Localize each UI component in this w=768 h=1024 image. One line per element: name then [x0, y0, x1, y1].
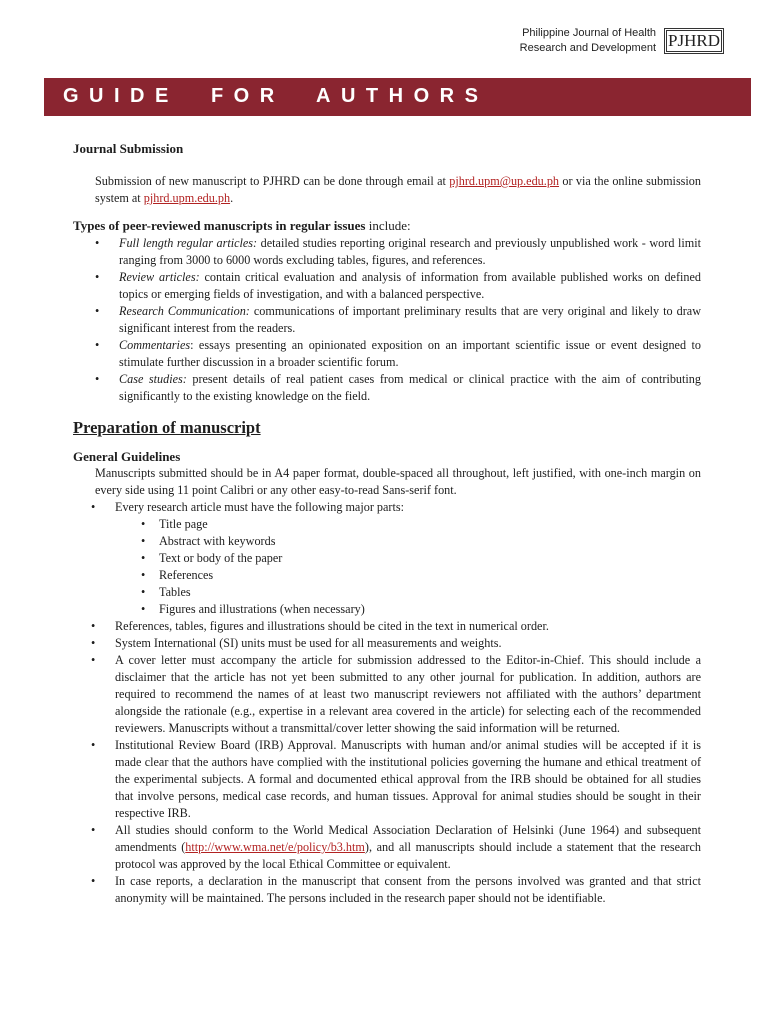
- type-term: Case studies:: [119, 372, 187, 386]
- type-desc: contain critical evaluation and analysis of information from available published works on defined topics or emerging fields of investigation, and with a balanced perspective.: [119, 270, 701, 301]
- list-item: [73, 371, 701, 405]
- page-header: [520, 26, 724, 56]
- type-desc: present details of real patient cases from medical or clinical practice with the aim of contributing significantly to the existing knowledge on the field.: [119, 372, 701, 403]
- type-desc: : essays presenting an opinionated exposition on an important scientific issue or event designed to stimulate further discussion in a broader scientific forum.: [119, 338, 701, 369]
- guidelines-list: [73, 499, 701, 907]
- title-banner: [44, 78, 751, 116]
- list-item: • References: [73, 567, 701, 584]
- parts-intro: Every research article must have the following major parts:: [115, 500, 405, 514]
- submission-text-2: or via the online submission system at: [95, 174, 701, 205]
- journal-logo-text: PJHRD: [666, 30, 722, 52]
- document-body: [73, 140, 701, 907]
- list-item: • Abstract with keywords: [73, 533, 701, 550]
- list-item: • Title page: [73, 516, 701, 533]
- helsinki-text-1: All studies should conform to the World Medical Association Declaration of Helsinki (June 1964) and subsequent amendments (: [115, 823, 701, 854]
- preparation-heading: Preparation of manuscript: [73, 418, 261, 437]
- list-item: [73, 303, 701, 337]
- general-intro: Manuscripts submitted should be in A4 paper format, double-spaced all throughout, left justified, with one-inch margin on every side using 11 point Calibri or any other easy-to-read Sans-serif font.: [95, 466, 701, 497]
- type-term: Review articles:: [119, 270, 200, 284]
- type-term: Research Communication:: [119, 304, 250, 318]
- list-item: • Text or body of the paper: [73, 550, 701, 567]
- type-term: Full length regular articles:: [119, 236, 258, 250]
- submission-text-3: .: [230, 191, 234, 205]
- parts-list: [73, 516, 701, 618]
- types-list: [73, 235, 701, 405]
- general-guidelines-heading: General Guidelines: [73, 449, 181, 464]
- type-desc: detailed studies reporting original research and previously unpublished work - word limit ranging from 3000 to 6000 words excluding tables, figures, and references.: [119, 236, 701, 267]
- types-heading-line: [73, 217, 701, 235]
- type-desc: communications of important preliminary results that are very original and likely to draw significant interest from the readers.: [119, 304, 701, 335]
- list-item: • A cover letter must accompany the article for submission addressed to the Editor-in-Chief. This should include a disclaimer that the article has not yet been submitted to any other journal for publication. In addition, authors are required to recommend the names of at least two manuscript reviewers not affiliated with the authors’ department alongside the rationale (e.g., expertise in a relevant area covered in the article) for selecting each of the recommended reviewers. Manuscripts without a transmittal/cover letter showing the said information will be returned.: [73, 652, 701, 737]
- journal-name-line1: Philippine Journal of Health: [522, 27, 656, 39]
- list-item: • Tables: [73, 584, 701, 601]
- submission-text-1: Submission of new manuscript to PJHRD can be done through email at: [95, 174, 450, 188]
- list-item: [73, 269, 701, 303]
- list-item: [73, 337, 701, 371]
- submission-email-link[interactable]: pjhrd.upm@up.edu.ph: [449, 174, 560, 188]
- types-heading: Types of peer-reviewed manuscripts in regular issues: [73, 218, 366, 233]
- list-item: • Figures and illustrations (when necessary): [73, 601, 701, 618]
- wma-link[interactable]: http://www.wma.net/e/policy/b3.htm: [185, 840, 365, 854]
- type-term: Commentaries: [119, 338, 191, 352]
- journal-logo: [664, 28, 724, 54]
- helsinki-text-2: ), and all manuscripts should include a statement that the research protocol was approved by the local Ethical Committee or equivalent.: [115, 840, 701, 871]
- list-item: • Institutional Review Board (IRB) Approval. Manuscripts with human and/or animal studies will be accepted if it is made clear that the authors have complied with the institutional policies governing the humane and ethical treatment of the experimental subjects. A formal and documented ethical approval from the IRB should be obtained for all studies that involve persons, medical case records, and human tissues. Approval for animal studies should be sought in their respective IRB.: [73, 737, 701, 822]
- list-item: • In case reports, a declaration in the manuscript that consent from the persons involved was granted and that strict anonymity will be maintained. The persons included in the research paper should not be identifiable.: [73, 873, 701, 907]
- list-item: • References, tables, figures and illustrations should be cited in the text in numerical order.: [73, 618, 701, 635]
- banner-title: GUIDE FOR AUTHORS: [63, 85, 489, 107]
- list-item: • System International (SI) units must be used for all measurements and weights.: [73, 635, 701, 652]
- list-item: [73, 499, 701, 618]
- list-item: [73, 235, 701, 269]
- types-heading-suffix: include:: [365, 218, 411, 233]
- journal-name: [520, 26, 656, 56]
- journal-name-line2: Research and Development: [519, 42, 656, 54]
- submission-url-link[interactable]: pjhrd.upm.edu.ph: [143, 191, 231, 205]
- journal-submission-heading: Journal Submission: [73, 141, 184, 156]
- journal-submission-paragraph: [95, 173, 701, 207]
- list-item: [73, 822, 701, 873]
